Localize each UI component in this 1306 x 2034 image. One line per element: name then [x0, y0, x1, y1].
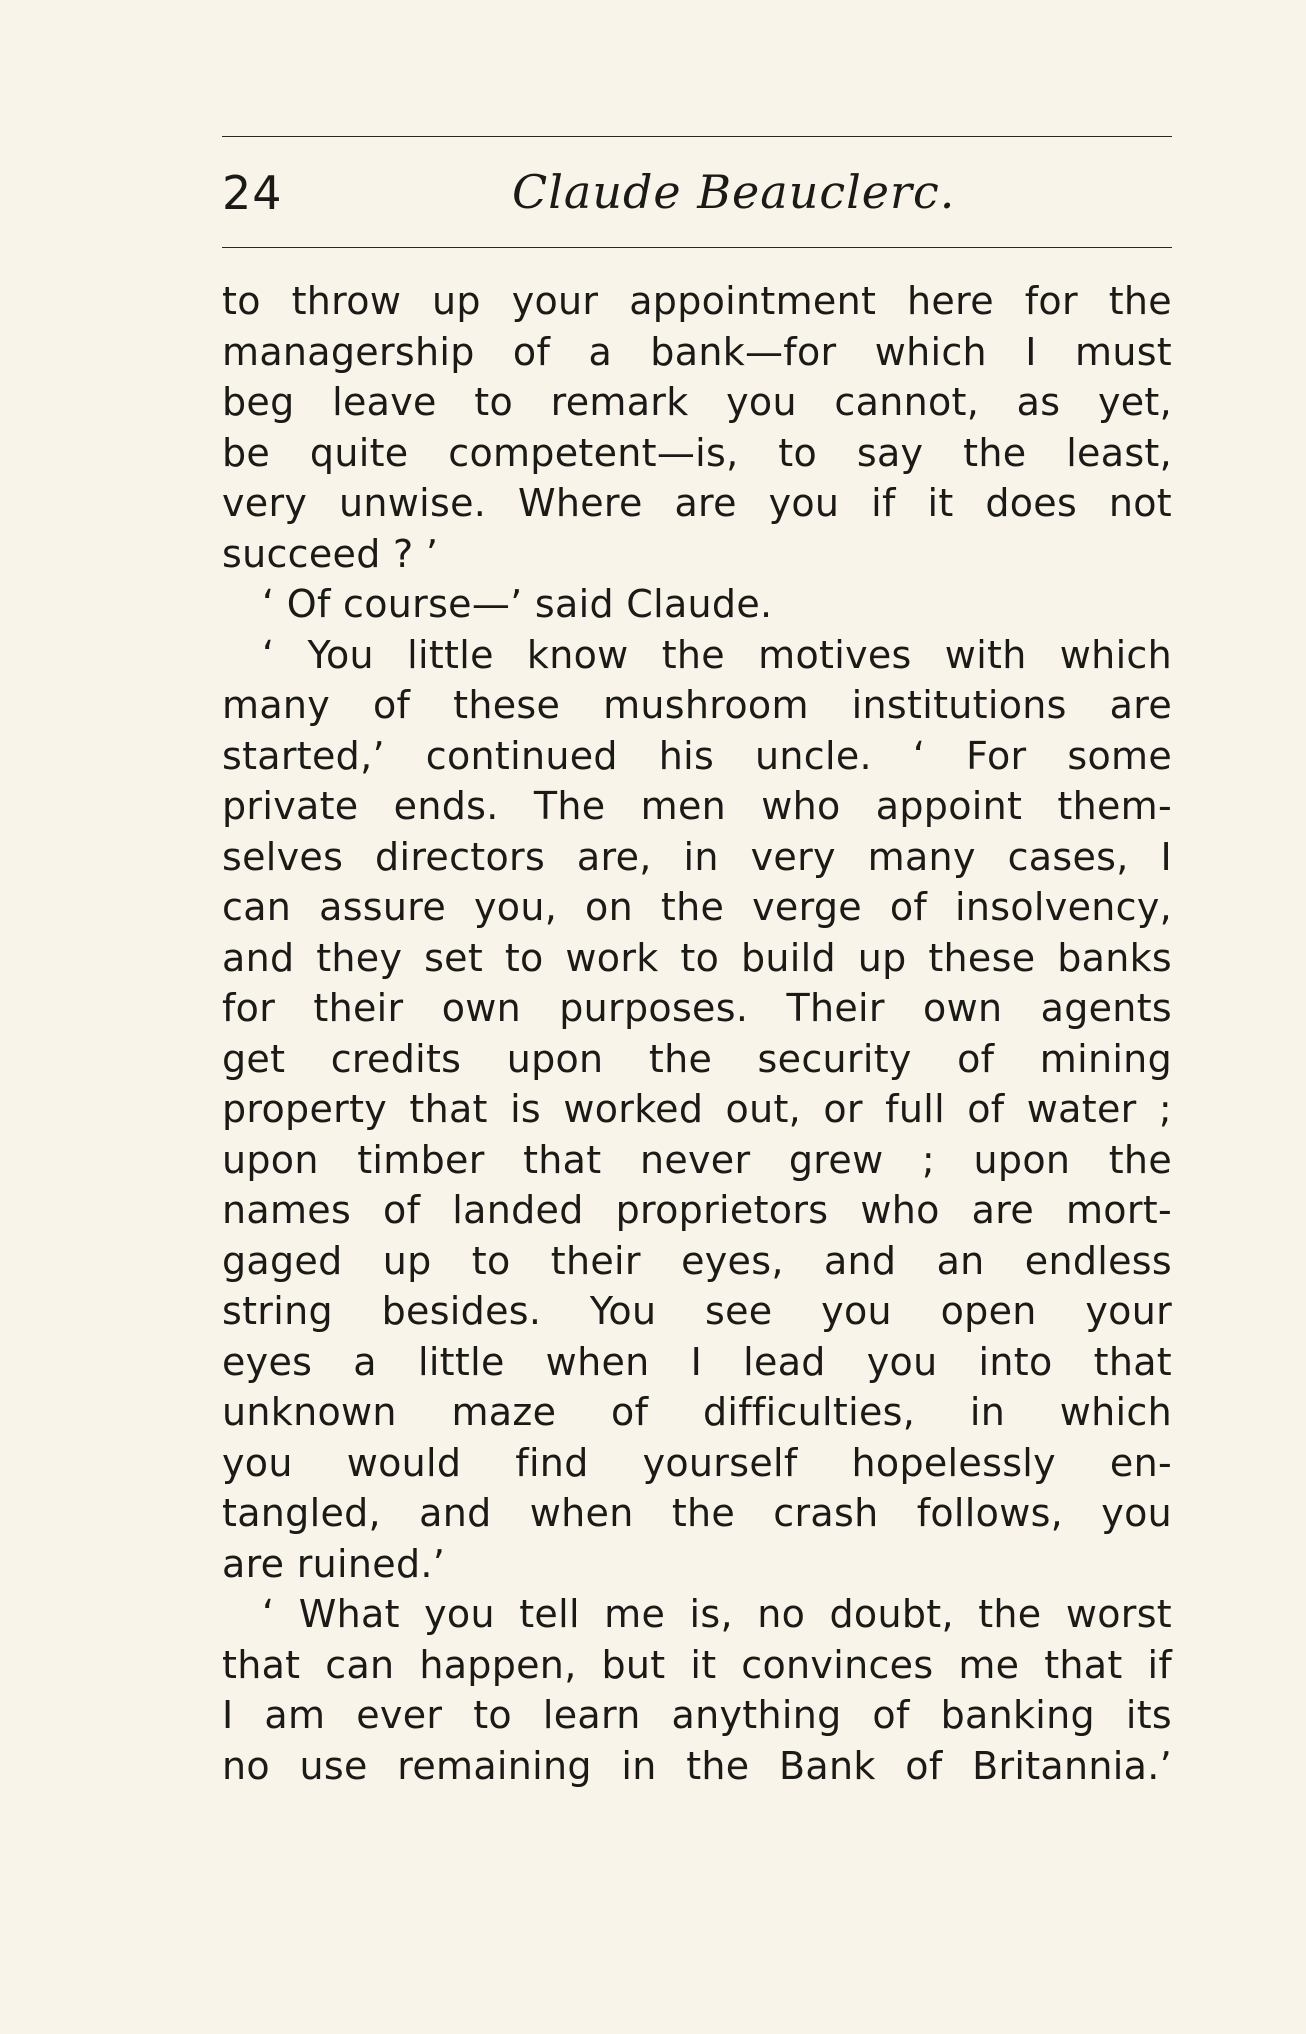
- text-line: very unwise. Where are you if it does not: [222, 481, 1172, 525]
- text-line: that can happen, but it convinces me that if: [222, 1642, 1172, 1687]
- text-line: string besides. You see you open your: [222, 1289, 1172, 1333]
- text-line: be quite competent—is, to say the least,: [222, 430, 1172, 475]
- text-line: ‘ Of course—’ said Claude.: [262, 582, 773, 626]
- text-line: ‘ What you tell me is, no doubt, the worst: [262, 1592, 1172, 1636]
- text-line: no use remaining in the Bank of Britannia.’: [222, 1743, 1172, 1788]
- text-line: succeed ? ’: [222, 531, 439, 576]
- text-line: and they set to work to build up these banks: [222, 935, 1172, 980]
- text-line: ‘ You little know the motives with which: [262, 632, 1172, 677]
- text-line: managership of a bank—for which I must: [222, 329, 1172, 374]
- text-line: tangled, and when the crash follows, you: [222, 1491, 1172, 1535]
- text-line: for their own purposes. Their own agents: [222, 986, 1172, 1030]
- text-line: private ends. The men who appoint them-: [222, 784, 1172, 828]
- text-line: you would find yourself hopelessly en-: [222, 1440, 1172, 1485]
- text-line: started,’ continued his uncle. ‘ For some: [222, 733, 1172, 778]
- text-line: to throw up your appointment here for the: [222, 279, 1172, 323]
- text-line: selves directors are, in very many cases, I: [222, 834, 1172, 879]
- header-top-rule: [222, 136, 1172, 137]
- text-line: eyes a little when I lead you into that: [222, 1339, 1172, 1384]
- text-line: unknown maze of difficulties, in which: [222, 1390, 1172, 1434]
- text-line: get credits upon the security of mining: [222, 1036, 1172, 1081]
- text-line: names of landed proprietors who are mort-: [222, 1188, 1172, 1232]
- text-line: gaged up to their eyes, and an endless: [222, 1238, 1172, 1283]
- text-line: I am ever to learn anything of banking its: [222, 1693, 1172, 1737]
- running-title: Claude Beauclerc.: [512, 165, 956, 219]
- text-line: beg leave to remark you cannot, as yet,: [222, 380, 1172, 424]
- header-bottom-rule: [222, 247, 1172, 248]
- text-line: upon timber that never grew ; upon the: [222, 1137, 1172, 1182]
- text-line: can assure you, on the verge of insolvency,: [222, 885, 1172, 929]
- text-line: many of these mushroom institutions are: [222, 683, 1172, 727]
- body-text: [222, 276, 1172, 1791]
- page-number: 24: [222, 166, 283, 220]
- text-line: property that is worked out, or full of water ;: [222, 1087, 1172, 1131]
- text-line: are ruined.’: [222, 1541, 446, 1586]
